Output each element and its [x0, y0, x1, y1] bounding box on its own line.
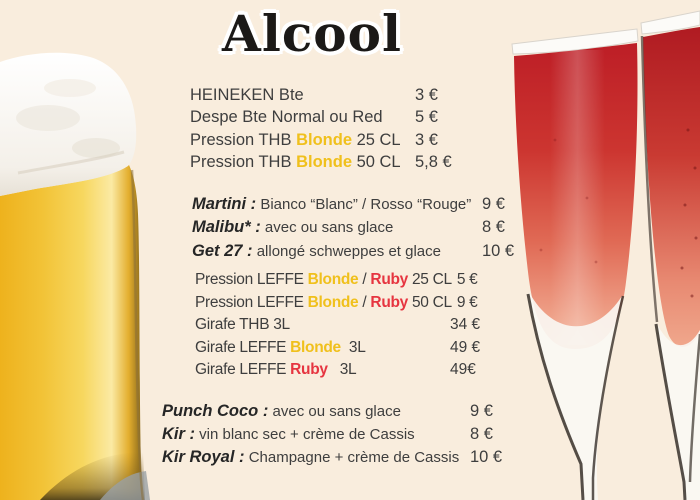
- menu-item-text: Girafe LEFFE: [195, 361, 291, 379]
- beer-liquid: [0, 165, 143, 500]
- menu-item-text: Blonde: [290, 338, 341, 356]
- menu-item-text: Martini :: [192, 195, 257, 213]
- menu-row: [195, 314, 481, 337]
- menu-row: [190, 84, 438, 106]
- price: 3 €: [415, 86, 438, 104]
- menu-block-aperitifs: [192, 193, 515, 263]
- bubble: [595, 261, 598, 264]
- bubble: [681, 267, 684, 270]
- menu-item-text: Kir Royal :: [162, 448, 245, 466]
- menu-item-text: 25 CL: [407, 271, 452, 288]
- menu-row: [162, 400, 493, 423]
- price: 49 €: [450, 338, 481, 356]
- flute-2-liquid: [643, 27, 700, 347]
- menu-item-text: Pression LEFFE: [195, 271, 308, 288]
- menu-item-text: 3L: [340, 338, 366, 356]
- menu-item-text: Girafe THB 3L: [195, 316, 290, 334]
- foam-texture: [44, 79, 96, 97]
- menu-item-text: Ruby: [370, 271, 408, 288]
- menu-block-cocktails: [162, 400, 503, 469]
- menu-row: [192, 216, 505, 239]
- menu-row: [190, 106, 438, 128]
- menu-item-text: avec ou sans glace: [260, 219, 394, 237]
- menu-item-text: Pression LEFFE: [195, 293, 308, 311]
- menu-item-text: Ruby: [290, 361, 328, 379]
- bubble: [687, 129, 690, 132]
- flute-2: [641, 11, 700, 500]
- menu-item-text: Get 27 :: [192, 241, 253, 260]
- menu-item-text: Punch Coco :: [162, 402, 269, 420]
- menu-item-text: avec ou sans glace: [268, 403, 401, 420]
- menu-row: [192, 240, 515, 263]
- price: 34 €: [450, 316, 481, 334]
- menu-item-text: /: [358, 293, 371, 311]
- beer-glass-photo: [0, 0, 158, 500]
- menu-item-text: vin blanc sec + crème de Cassis: [195, 426, 415, 443]
- menu-item-text: 25 CL: [352, 130, 401, 149]
- price: 10 €: [482, 241, 515, 260]
- menu-item-text: Blonde: [296, 153, 352, 172]
- menu-item-text: 3L: [327, 361, 357, 379]
- bubble: [554, 139, 557, 142]
- menu-item-text: Blonde: [307, 271, 359, 288]
- bubble: [695, 237, 698, 240]
- menu-item-text: 50 CL: [352, 153, 401, 172]
- price: 3 €: [415, 130, 438, 149]
- menu-item-text: Kir :: [162, 425, 195, 443]
- menu-block-beers: [190, 84, 452, 174]
- menu-row: [195, 359, 478, 382]
- menu-row: [162, 423, 493, 446]
- menu-item-text: Malibu* :: [192, 218, 261, 237]
- price: 49€: [450, 361, 476, 379]
- bubble: [540, 249, 543, 252]
- page-title: Alcool: [222, 4, 402, 63]
- menu-block-leffe-girafe: [195, 269, 481, 382]
- price: 5 €: [456, 271, 478, 288]
- bubble: [586, 197, 589, 200]
- menu-item-text: Champagne + crème de Cassis: [244, 449, 460, 466]
- flute-1-highlight: [550, 50, 605, 345]
- menu-row: [195, 269, 478, 292]
- menu-item-text: Bianco “Blanc” / Rosso “Rouge”: [256, 196, 472, 213]
- price: 8 €: [470, 425, 493, 443]
- menu-row: [190, 129, 438, 151]
- price: 9 €: [456, 293, 478, 311]
- bubble: [684, 204, 687, 207]
- bubble: [694, 167, 697, 170]
- menu-item-text: 50 CL: [407, 293, 452, 311]
- bubble: [691, 295, 694, 298]
- menu-row: [192, 193, 505, 216]
- menu-row: [195, 337, 481, 360]
- menu-row: [195, 292, 478, 315]
- menu-row: [162, 446, 503, 469]
- menu-row: [190, 151, 452, 173]
- menu-item-text: /: [358, 271, 371, 288]
- menu-item-text: Girafe LEFFE: [195, 338, 291, 356]
- menu-item-text: Pression THB: [190, 130, 297, 149]
- menu-item-text: Blonde: [296, 130, 352, 149]
- foam-texture: [16, 105, 80, 131]
- menu-item-text: HEINEKEN Bte: [190, 86, 304, 104]
- price: 5 €: [415, 108, 438, 127]
- menu-item-text: Pression THB: [190, 153, 297, 172]
- price: 8 €: [482, 218, 505, 237]
- menu-item-text: Despe Bte Normal ou Red: [190, 108, 383, 127]
- menu-item-text: Ruby: [370, 293, 408, 311]
- price: 5,8 €: [415, 153, 452, 172]
- price: 10 €: [470, 448, 503, 466]
- kir-royal-flutes-photo: [495, 0, 700, 500]
- price: 9 €: [482, 195, 505, 213]
- menu-item-text: allongé schweppes et glace: [252, 242, 441, 260]
- flute-1: [512, 29, 638, 500]
- menu-item-text: Blonde: [307, 293, 359, 311]
- price: 9 €: [470, 402, 493, 420]
